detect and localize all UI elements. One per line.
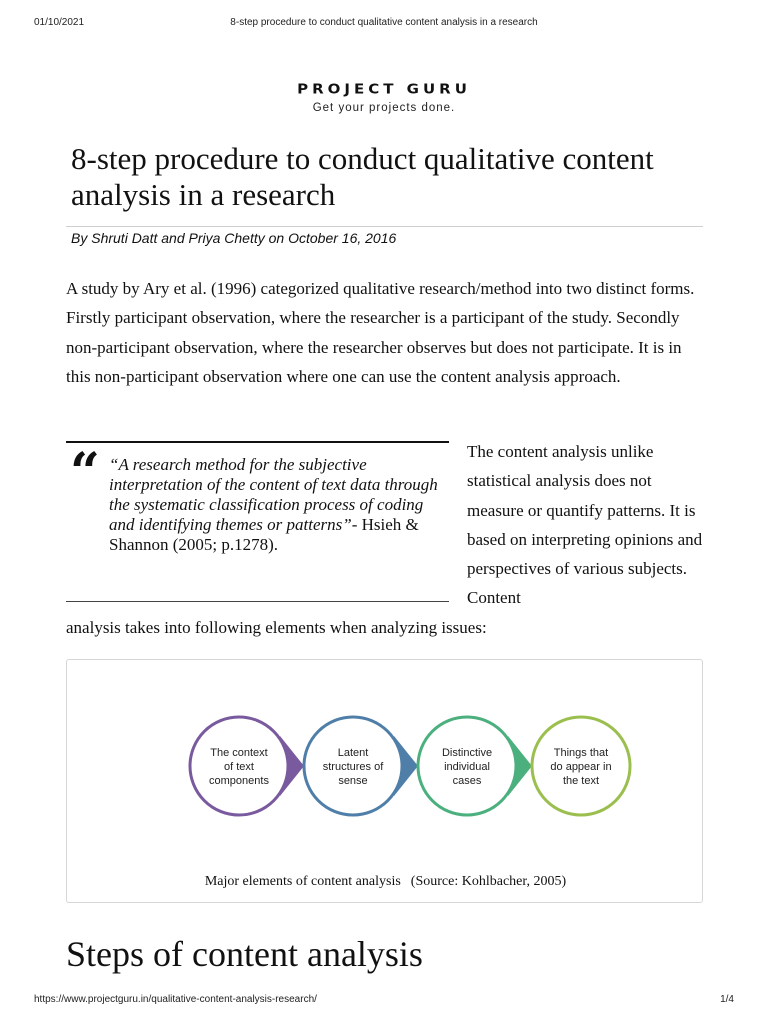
section-heading: Steps of content analysis <box>66 934 423 974</box>
element-label: individual <box>444 761 490 773</box>
quote-body: “A research method for the subjective interpretation of the content of text data through the systematic classification process of coding and identifying themes or patterns” <box>109 455 438 534</box>
print-page-number: 1/4 <box>720 994 734 1005</box>
print-footer-url: https://www.projectguru.in/qualitative-content-analysis-research/ <box>34 994 317 1005</box>
element-label: do appear in <box>550 761 612 773</box>
title-divider <box>66 226 703 227</box>
element-label: cases <box>452 775 482 787</box>
intro-paragraph: A study by Ary et al. (1996) categorized qualitative research/method into two distinct forms. Firstly participant observation, where the researcher is a participant of the study. Secondly non-participant observation, where the researcher observes but does not participate. It is in this non-participant observation where one can use the content analysis approach. <box>66 279 695 387</box>
article-title: 8-step procedure to conduct qualitative content analysis in a research <box>71 141 654 212</box>
element-label: sense <box>338 775 368 787</box>
print-date: 01/10/2021 <box>34 17 85 28</box>
print-header-title: 8-step procedure to conduct qualitative content analysis in a research <box>230 17 538 28</box>
element-label: components <box>209 775 269 787</box>
site-logo[interactable]: PROJECT GURU <box>297 80 471 98</box>
pull-quote <box>66 441 449 602</box>
quote-mark-icon: “ <box>70 442 100 503</box>
element-label: The context <box>210 747 268 759</box>
article-byline: By Shruti Datt and Priya Chetty on October 16, 2016 <box>71 230 397 246</box>
element-label: Things that <box>553 747 609 759</box>
quote-text <box>109 455 444 555</box>
element-label: the text <box>562 775 600 787</box>
figure-caption <box>67 874 704 890</box>
elements-diagram <box>67 660 704 870</box>
figure-source: (Source: Kohlbacher, 2005) <box>410 874 567 889</box>
figure-caption-text: Major elements of content analysis <box>204 874 401 889</box>
element-label: structures of <box>322 761 384 773</box>
element-label: of text <box>224 761 254 773</box>
content-analysis-figure <box>66 659 703 903</box>
continued-paragraph: analysis takes into following elements when analyzing issues: <box>66 618 487 637</box>
element-label: Distinctive <box>441 747 493 759</box>
site-tagline: Get your projects done. <box>312 102 456 114</box>
quote-citation: - Hsieh & Shannon (2005; p.1278). <box>109 515 419 554</box>
side-paragraph: The content analysis unlike statistical analysis does not measure or quantify patterns. It is based on interpreting opinions and perspectives of various subjects. Content <box>467 442 703 608</box>
element-label: Latent <box>337 747 369 759</box>
